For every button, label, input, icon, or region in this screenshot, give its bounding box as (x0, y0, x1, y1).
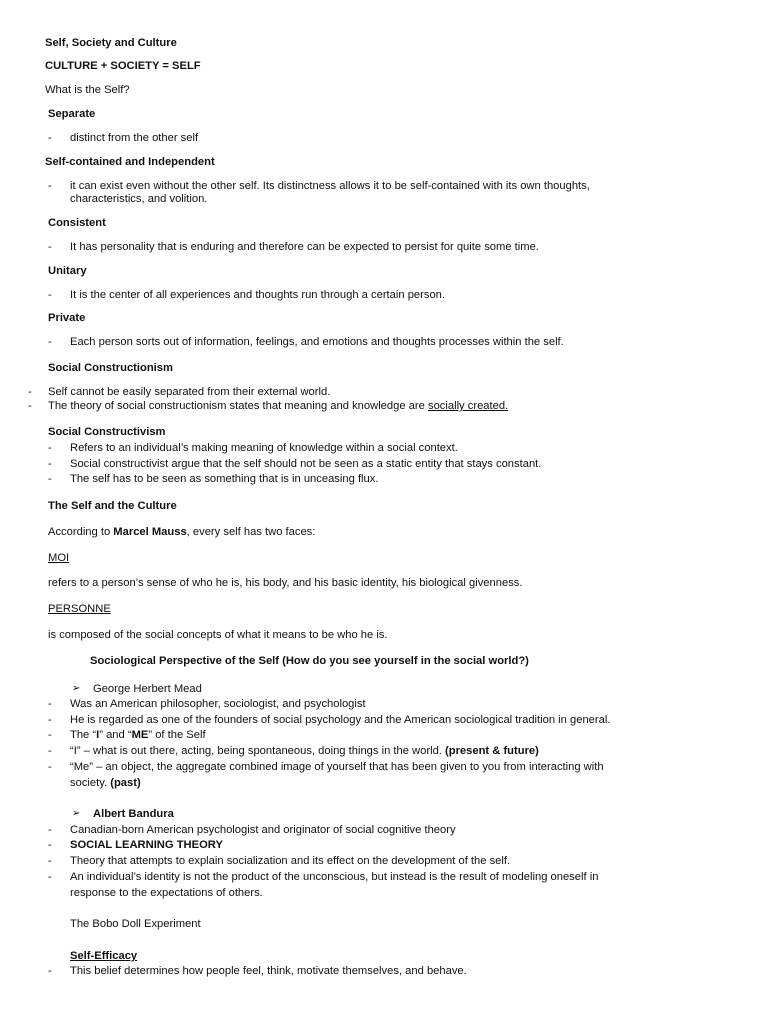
heading-unitary: Unitary (48, 265, 87, 277)
bullet-dash: - (48, 698, 52, 710)
bandura-bullet-2: SOCIAL LEARNING THEORY (70, 839, 223, 851)
constructionism-bullet-1: Self cannot be easily separated from their external world. (48, 386, 331, 398)
bullet-dash: - (48, 442, 52, 454)
heading-private: Private (48, 312, 86, 324)
marcel-mauss-name: Marcel Mauss (113, 526, 187, 538)
bullet-dash: - (48, 180, 52, 192)
self-efficacy-heading: Self-Efficacy (70, 950, 138, 962)
mead-bullet-1: Was an American philosopher, sociologist, and psychologist (70, 698, 366, 710)
bullet-dash: - (48, 132, 52, 144)
bullet-dash: - (48, 289, 52, 301)
heading-social-constructivism: Social Constructivism (48, 426, 166, 438)
document-title: Self, Society and Culture (45, 37, 177, 49)
constructionism-bullet-2: The theory of social constructionism states that meaning and knowledge are socially created. (48, 400, 509, 412)
bullet-dash: - (48, 839, 52, 851)
heading-self-contained: Self-contained and Independent (45, 156, 215, 168)
socially-created-underlined: socially created. (427, 400, 509, 412)
heading-consistent: Consistent (48, 217, 106, 229)
heading-sociological-perspective: Sociological Perspective of the Self (How do you see yourself in the social world?) (90, 655, 529, 667)
bullet-dash: - (48, 965, 52, 977)
bullet-dash: - (48, 714, 52, 726)
moi-term: MOI (48, 552, 70, 564)
question-line: What is the Self? (45, 84, 130, 96)
bullet-dash: - (48, 855, 52, 867)
constructivism-bullet-2: Social constructivist argue that the self should not be seen as a static entity that stays constant. (70, 458, 542, 470)
mauss-line: According to Marcel Mauss, every self has two faces: (48, 526, 316, 538)
mead-bullet-4: “I” – what is out there, acting, being spontaneous, doing things in the world. (present & future) (70, 745, 539, 757)
bobo-doll-experiment: The Bobo Doll Experiment (70, 918, 201, 930)
mead-name: George Herbert Mead (93, 683, 202, 695)
bullet-dash: - (48, 458, 52, 470)
bandura-name: Albert Bandura (93, 808, 174, 820)
bullet-dash: - (48, 824, 52, 836)
constructivism-bullet-1: Refers to an individual’s making meaning of knowledge within a social context. (70, 442, 458, 454)
separate-bullet-1: distinct from the other self (70, 132, 199, 144)
mead-bullet-5-line-1: “Me” – an object, the aggregate combined image of yourself that has been given to you from interacting with (70, 761, 604, 773)
equation-line: CULTURE + SOCIETY = SELF (45, 60, 201, 72)
private-bullet-1: Each person sorts out of information, feelings, and emotions and thoughts processes within the self. (70, 336, 564, 348)
bullet-dash: - (48, 761, 52, 773)
bullet-dash: - (48, 473, 52, 485)
bandura-bullet-4-line-1: An individual’s identity is not the product of the unconscious, but instead is the result of modeling oneself in (70, 871, 599, 883)
heading-separate: Separate (48, 108, 96, 120)
bandura-bullet-1: Canadian-born American psychologist and originator of social cognitive theory (70, 824, 456, 836)
moi-description: refers to a person’s sense of who he is, his body, and his basic identity, his biological givenness. (48, 577, 523, 589)
bullet-dash: - (28, 400, 32, 412)
bullet-dash: - (28, 386, 32, 398)
constructivism-bullet-3: The self has to be seen as something that is in unceasing flux. (70, 473, 379, 485)
bandura-bullet-4-line-2: response to the expectations of others. (70, 887, 263, 899)
bullet-dash: - (48, 729, 52, 741)
bullet-dash: - (48, 336, 52, 348)
arrow-bullet-icon: ➢ (72, 683, 81, 694)
heading-self-and-culture: The Self and the Culture (48, 500, 177, 512)
bullet-dash: - (48, 745, 52, 757)
bullet-dash: - (48, 871, 52, 883)
self-contained-bullet-line-2: characteristics, and volition. (70, 193, 208, 205)
bandura-bullet-3: Theory that attempts to explain socialization and its effect on the development of the self. (70, 855, 511, 867)
bullet-dash: - (48, 241, 52, 253)
self-contained-bullet-line-1: it can exist even without the other self. Its distinctness allows it to be self-contained with its own thoughts, (70, 180, 590, 192)
personne-description: is composed of the social concepts of what it means to be who he is. (48, 629, 388, 641)
personne-term: PERSONNE (48, 603, 111, 615)
mead-bullet-5-line-2: society. (past) (70, 777, 141, 789)
consistent-bullet-1: It has personality that is enduring and therefore can be expected to persist for quite some time. (70, 241, 539, 253)
self-efficacy-bullet-1: This belief determines how people feel, think, motivate themselves, and behave. (70, 965, 467, 977)
mead-bullet-2: He is regarded as one of the founders of social psychology and the American sociological tradition in general. (70, 714, 611, 726)
heading-social-constructionism: Social Constructionism (48, 362, 173, 374)
mead-bullet-3: The “I” and “ME” of the Self (70, 729, 206, 741)
unitary-bullet-1: It is the center of all experiences and thoughts run through a certain person. (70, 289, 446, 301)
arrow-bullet-icon: ➢ (72, 808, 81, 819)
